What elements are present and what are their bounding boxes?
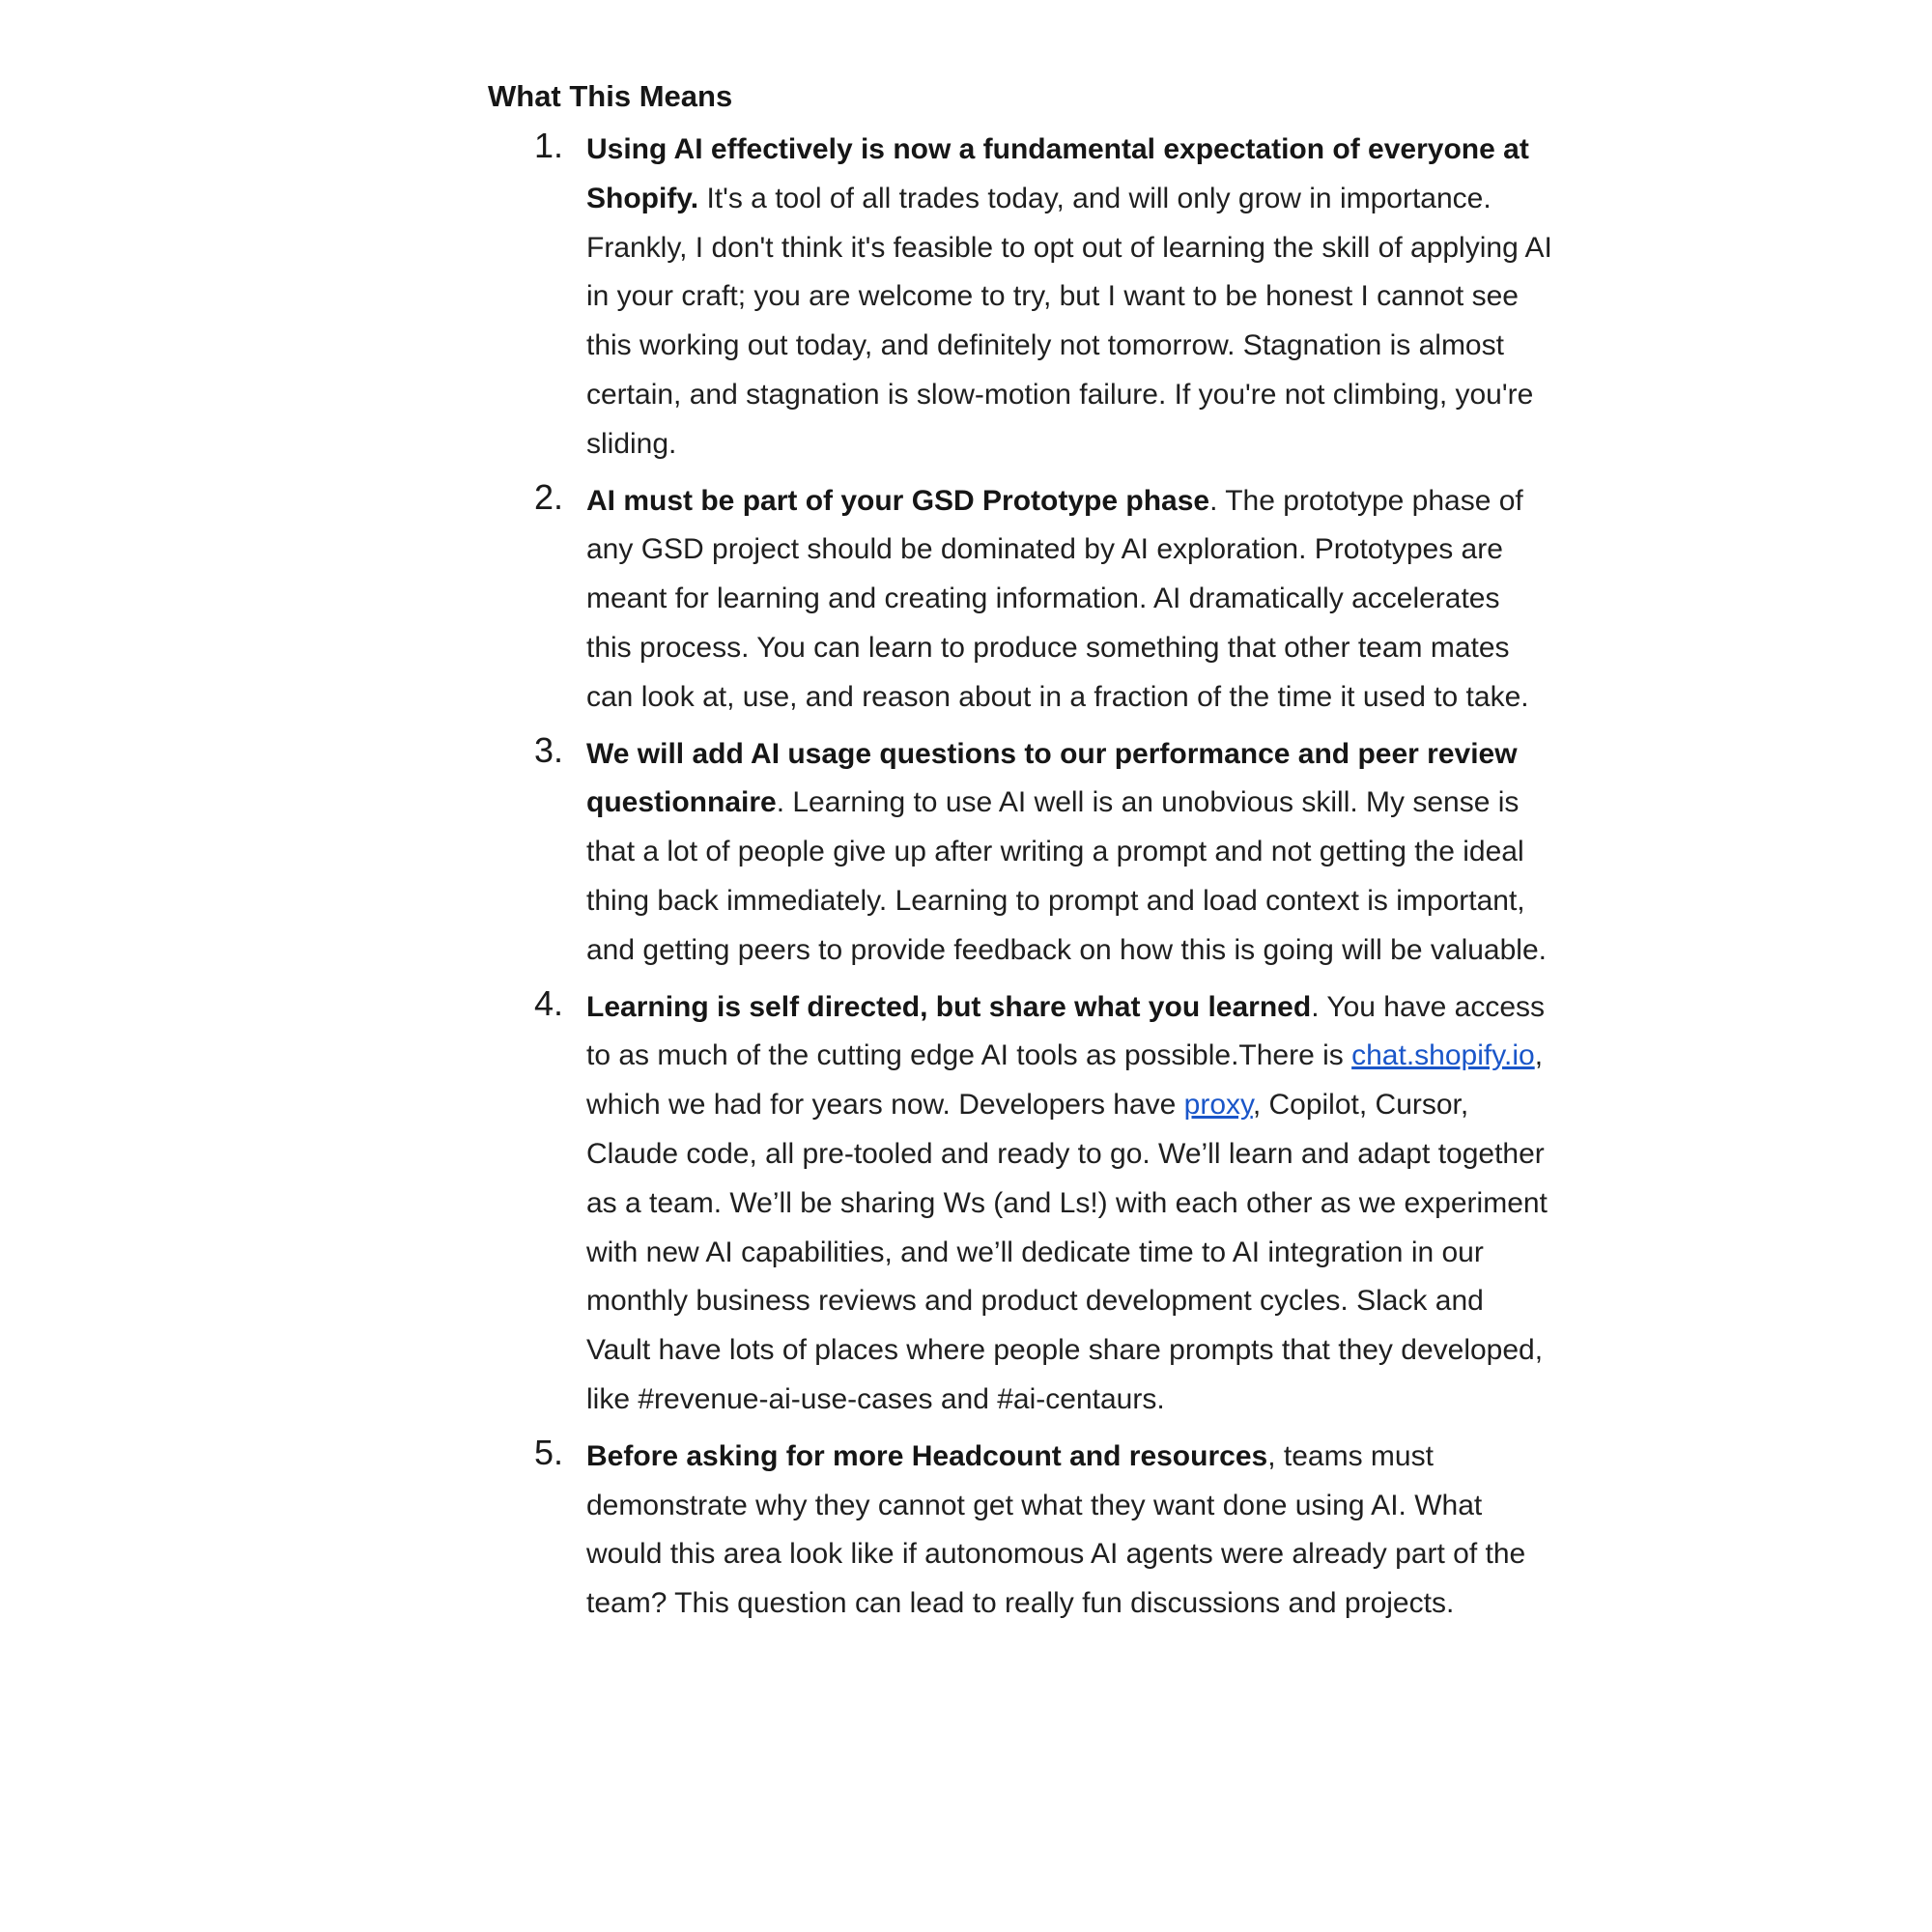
list-number: 5.	[534, 1432, 564, 1472]
document-page	[488, 75, 1552, 1636]
list-item-5	[488, 1432, 1526, 1629]
list-item-4	[488, 982, 1548, 1425]
item-body-part-b: , which we had for years now. Developers have	[586, 1039, 1544, 1122]
item-body: , teams must demonstrate why they cannot get what they want done using AI. What would this area look like if autonomous AI agents were already part of the team? This question can lead to really fun discussions and projects.	[586, 1439, 1526, 1620]
item-bold-lead: Learning is self directed, but share what you learned	[586, 990, 1312, 1023]
item-body: It's a tool of all trades today, and will only grow in importance. Frankly, I don't think it's feasible to opt out of learning the skill of applying AI in your craft; you are welcome to try, but I want to be honest I cannot see this working out today, and definitely not tomorrow. Stagnation is almost certain, and stagnation is slow-motion failure. If you're not climbing, you're sliding.	[586, 182, 1552, 460]
item-body-part-a: . You have access to as much of the cutting edge AI tools as possible.There is	[586, 990, 1546, 1072]
list-item-text	[586, 126, 1552, 469]
list-number: 4.	[534, 982, 564, 1023]
list-item-text	[586, 477, 1552, 723]
list-number: 2.	[534, 476, 564, 517]
section-heading: What This Means	[488, 79, 733, 113]
item-body: . The prototype phase of any GSD project should be dominated by AI exploration. Prototypes are meant for learning and creating information. AI dramatically accelerates this process. You can learn to produce something that other team mates can look at, use, and reason about in a fraction of the time it used to take.	[586, 484, 1529, 713]
list-item-1	[488, 126, 1552, 469]
list-item-2	[488, 476, 1529, 723]
list-item-text	[586, 1433, 1552, 1629]
proxy-link[interactable]: proxy	[1183, 1089, 1253, 1122]
item-bold-lead: Before asking for more Headcount and resources	[586, 1439, 1268, 1472]
numbered-list	[488, 126, 1552, 1629]
chat-shopify-link[interactable]: chat.shopify.io	[1351, 1039, 1535, 1072]
item-body-part-c: , Copilot, Cursor, Claude code, all pre-tooled and ready to go. We’ll learn and adapt together as a team. We’ll be sharing Ws (and Ls!) with each other as we experiment with new AI capabilities, and we’ll dedicate time to AI integration in our monthly business reviews and product development cycles. Slack and Vault have lots of places where people share prompts that they developed, like #revenue-ai-use-cases and #ai-centaurs.	[586, 1089, 1548, 1415]
item-body: . Learning to use AI well is an unobvious skill. My sense is that a lot of people give up after writing a prompt and not getting the ideal thing back immediately. Learning to prompt and load context is important, and getting peers to provide feedback on how this is going will be valuable.	[586, 786, 1547, 966]
list-item-3	[488, 729, 1547, 976]
item-bold-lead: Using AI effectively is now a fundamental expectation of everyone at Shopify.	[586, 133, 1529, 214]
list-number: 3.	[534, 729, 564, 770]
item-bold-lead: We will add AI usage questions to our performance and peer review questionnaire	[586, 737, 1518, 819]
list-number: 1.	[534, 126, 564, 165]
list-item-text	[586, 730, 1552, 976]
list-item-text	[586, 983, 1552, 1425]
item-bold-lead: AI must be part of your GSD Prototype phase	[586, 484, 1210, 517]
